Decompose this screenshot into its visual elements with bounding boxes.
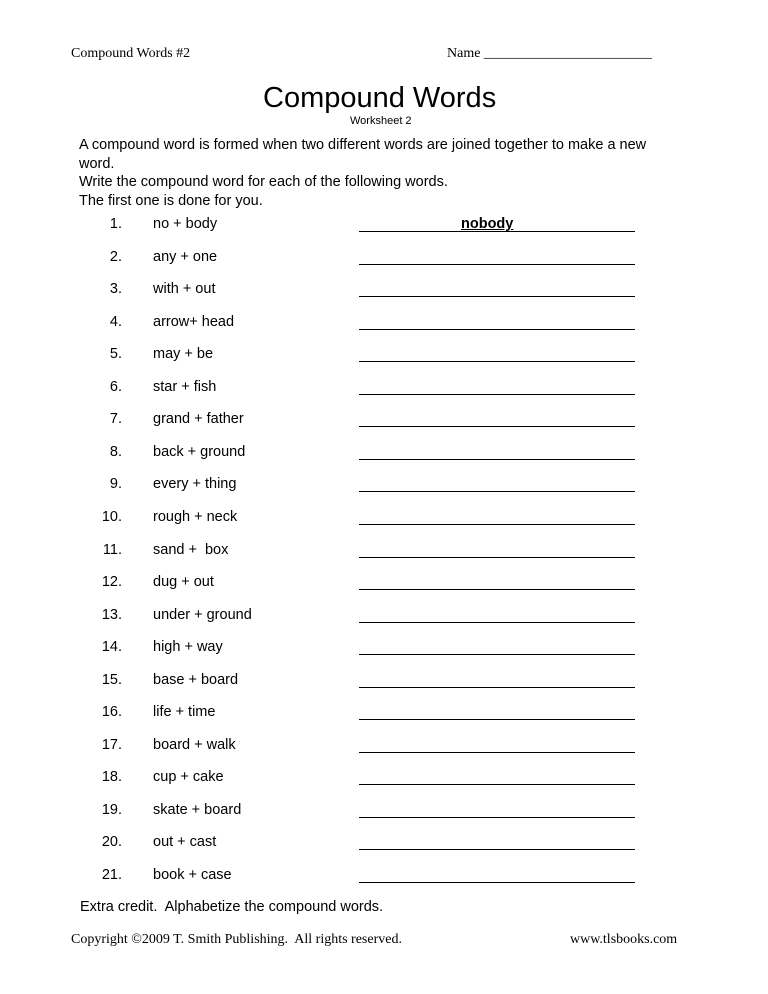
answer-line[interactable] bbox=[359, 622, 635, 623]
word-combination: high + way bbox=[153, 639, 223, 656]
instruction-line: A compound word is formed when two different words are joined together to make a new bbox=[79, 137, 647, 153]
answer-line[interactable] bbox=[359, 687, 635, 688]
exercise-row bbox=[0, 639, 768, 659]
answer-line[interactable] bbox=[359, 491, 635, 492]
answer-line[interactable] bbox=[359, 784, 635, 785]
answer-line[interactable] bbox=[359, 817, 635, 818]
item-number: 20. bbox=[101, 834, 122, 851]
answer-line[interactable] bbox=[359, 361, 635, 362]
exercise-row bbox=[0, 574, 768, 594]
word-combination: grand + father bbox=[153, 411, 244, 428]
name-field-label: Name ________________________ bbox=[447, 46, 652, 61]
worksheet-subtitle: Worksheet 2 bbox=[350, 115, 412, 127]
word-combination: skate + board bbox=[153, 801, 242, 818]
answer-line[interactable] bbox=[359, 394, 635, 395]
answer-line[interactable] bbox=[359, 719, 635, 720]
exercise-row bbox=[0, 346, 768, 366]
exercise-row bbox=[0, 281, 768, 301]
word-combination: cup + cake bbox=[153, 769, 224, 786]
exercise-row bbox=[0, 834, 768, 854]
word-combination: out + cast bbox=[153, 834, 217, 851]
word-combination: rough + neck bbox=[153, 508, 238, 525]
item-number: 5. bbox=[109, 346, 122, 363]
page-title: Compound Words bbox=[263, 82, 497, 114]
item-number: 13. bbox=[101, 606, 122, 623]
word-combination: may + be bbox=[153, 346, 214, 363]
word-combination: sand + box bbox=[153, 541, 229, 558]
instruction-line: Write the compound word for each of the following words. bbox=[79, 174, 448, 191]
exercise-row bbox=[0, 607, 768, 627]
word-combination: with + out bbox=[153, 281, 216, 298]
answer-line[interactable] bbox=[359, 459, 635, 460]
example-answer: nobody bbox=[461, 216, 514, 232]
item-number: 2. bbox=[109, 248, 122, 265]
answer-line[interactable] bbox=[359, 264, 635, 265]
item-number: 14. bbox=[101, 639, 122, 656]
exercise-row bbox=[0, 509, 768, 529]
instructions bbox=[79, 136, 699, 210]
word-combination: base + board bbox=[153, 671, 239, 688]
item-number: 11. bbox=[102, 541, 122, 558]
exercise-row bbox=[0, 672, 768, 692]
answer-line[interactable] bbox=[359, 882, 635, 883]
item-number: 15. bbox=[101, 671, 122, 688]
answer-line[interactable] bbox=[359, 329, 635, 330]
exercise-row bbox=[0, 216, 768, 236]
item-number: 7. bbox=[109, 411, 122, 428]
answer-line[interactable] bbox=[359, 296, 635, 297]
exercise-row bbox=[0, 476, 768, 496]
word-combination: arrow+ head bbox=[153, 313, 235, 330]
extra-credit-note: Extra credit. Alphabetize the compound words. bbox=[80, 899, 384, 915]
exercise-row bbox=[0, 379, 768, 399]
answer-line[interactable] bbox=[359, 524, 635, 525]
word-combination: book + case bbox=[153, 867, 232, 883]
footer-copyright: Copyright ©2009 T. Smith Publishing. All rights reserved. bbox=[71, 932, 402, 947]
exercise-row bbox=[0, 542, 768, 562]
item-number: 3. bbox=[109, 281, 122, 298]
exercise-row bbox=[0, 867, 768, 887]
exercise-row bbox=[0, 314, 768, 334]
header-worksheet-label: Compound Words #2 bbox=[71, 46, 191, 61]
word-combination: star + fish bbox=[153, 378, 217, 395]
exercise-row bbox=[0, 444, 768, 464]
word-combination: back + ground bbox=[153, 443, 246, 460]
exercise-row bbox=[0, 411, 768, 431]
exercise-row bbox=[0, 249, 768, 269]
item-number: 17. bbox=[101, 736, 122, 753]
item-number: 19. bbox=[101, 801, 122, 818]
exercise-row bbox=[0, 802, 768, 822]
answer-line[interactable] bbox=[359, 752, 635, 753]
footer-website: www.tlsbooks.com bbox=[570, 932, 678, 947]
exercise-row bbox=[0, 737, 768, 757]
item-number: 8. bbox=[109, 443, 122, 460]
instruction-line: The first one is done for you. bbox=[79, 192, 263, 209]
item-number: 6. bbox=[109, 378, 122, 395]
word-combination: under + ground bbox=[153, 606, 252, 623]
word-combination: every + thing bbox=[153, 476, 237, 493]
answer-line[interactable] bbox=[359, 849, 635, 850]
word-combination: board + walk bbox=[153, 736, 236, 753]
answer-line[interactable] bbox=[359, 654, 635, 655]
word-combination: any + one bbox=[153, 248, 218, 265]
instruction-line: word. bbox=[79, 155, 115, 172]
item-number: 1. bbox=[109, 216, 122, 232]
answer-line[interactable] bbox=[359, 426, 635, 427]
item-number: 12. bbox=[101, 574, 122, 591]
answer-line[interactable] bbox=[359, 589, 635, 590]
word-combination: life + time bbox=[153, 704, 216, 721]
item-number: 9. bbox=[109, 476, 122, 493]
answer-line[interactable] bbox=[359, 557, 635, 558]
exercise-row bbox=[0, 769, 768, 789]
word-combination: no + body bbox=[153, 216, 218, 232]
item-number: 18. bbox=[101, 769, 122, 786]
exercise-row bbox=[0, 704, 768, 724]
item-number: 10. bbox=[101, 508, 122, 525]
item-number: 16. bbox=[101, 704, 122, 721]
word-combination: dug + out bbox=[153, 574, 214, 591]
item-number: 4. bbox=[109, 313, 122, 330]
item-number: 21. bbox=[101, 867, 122, 883]
